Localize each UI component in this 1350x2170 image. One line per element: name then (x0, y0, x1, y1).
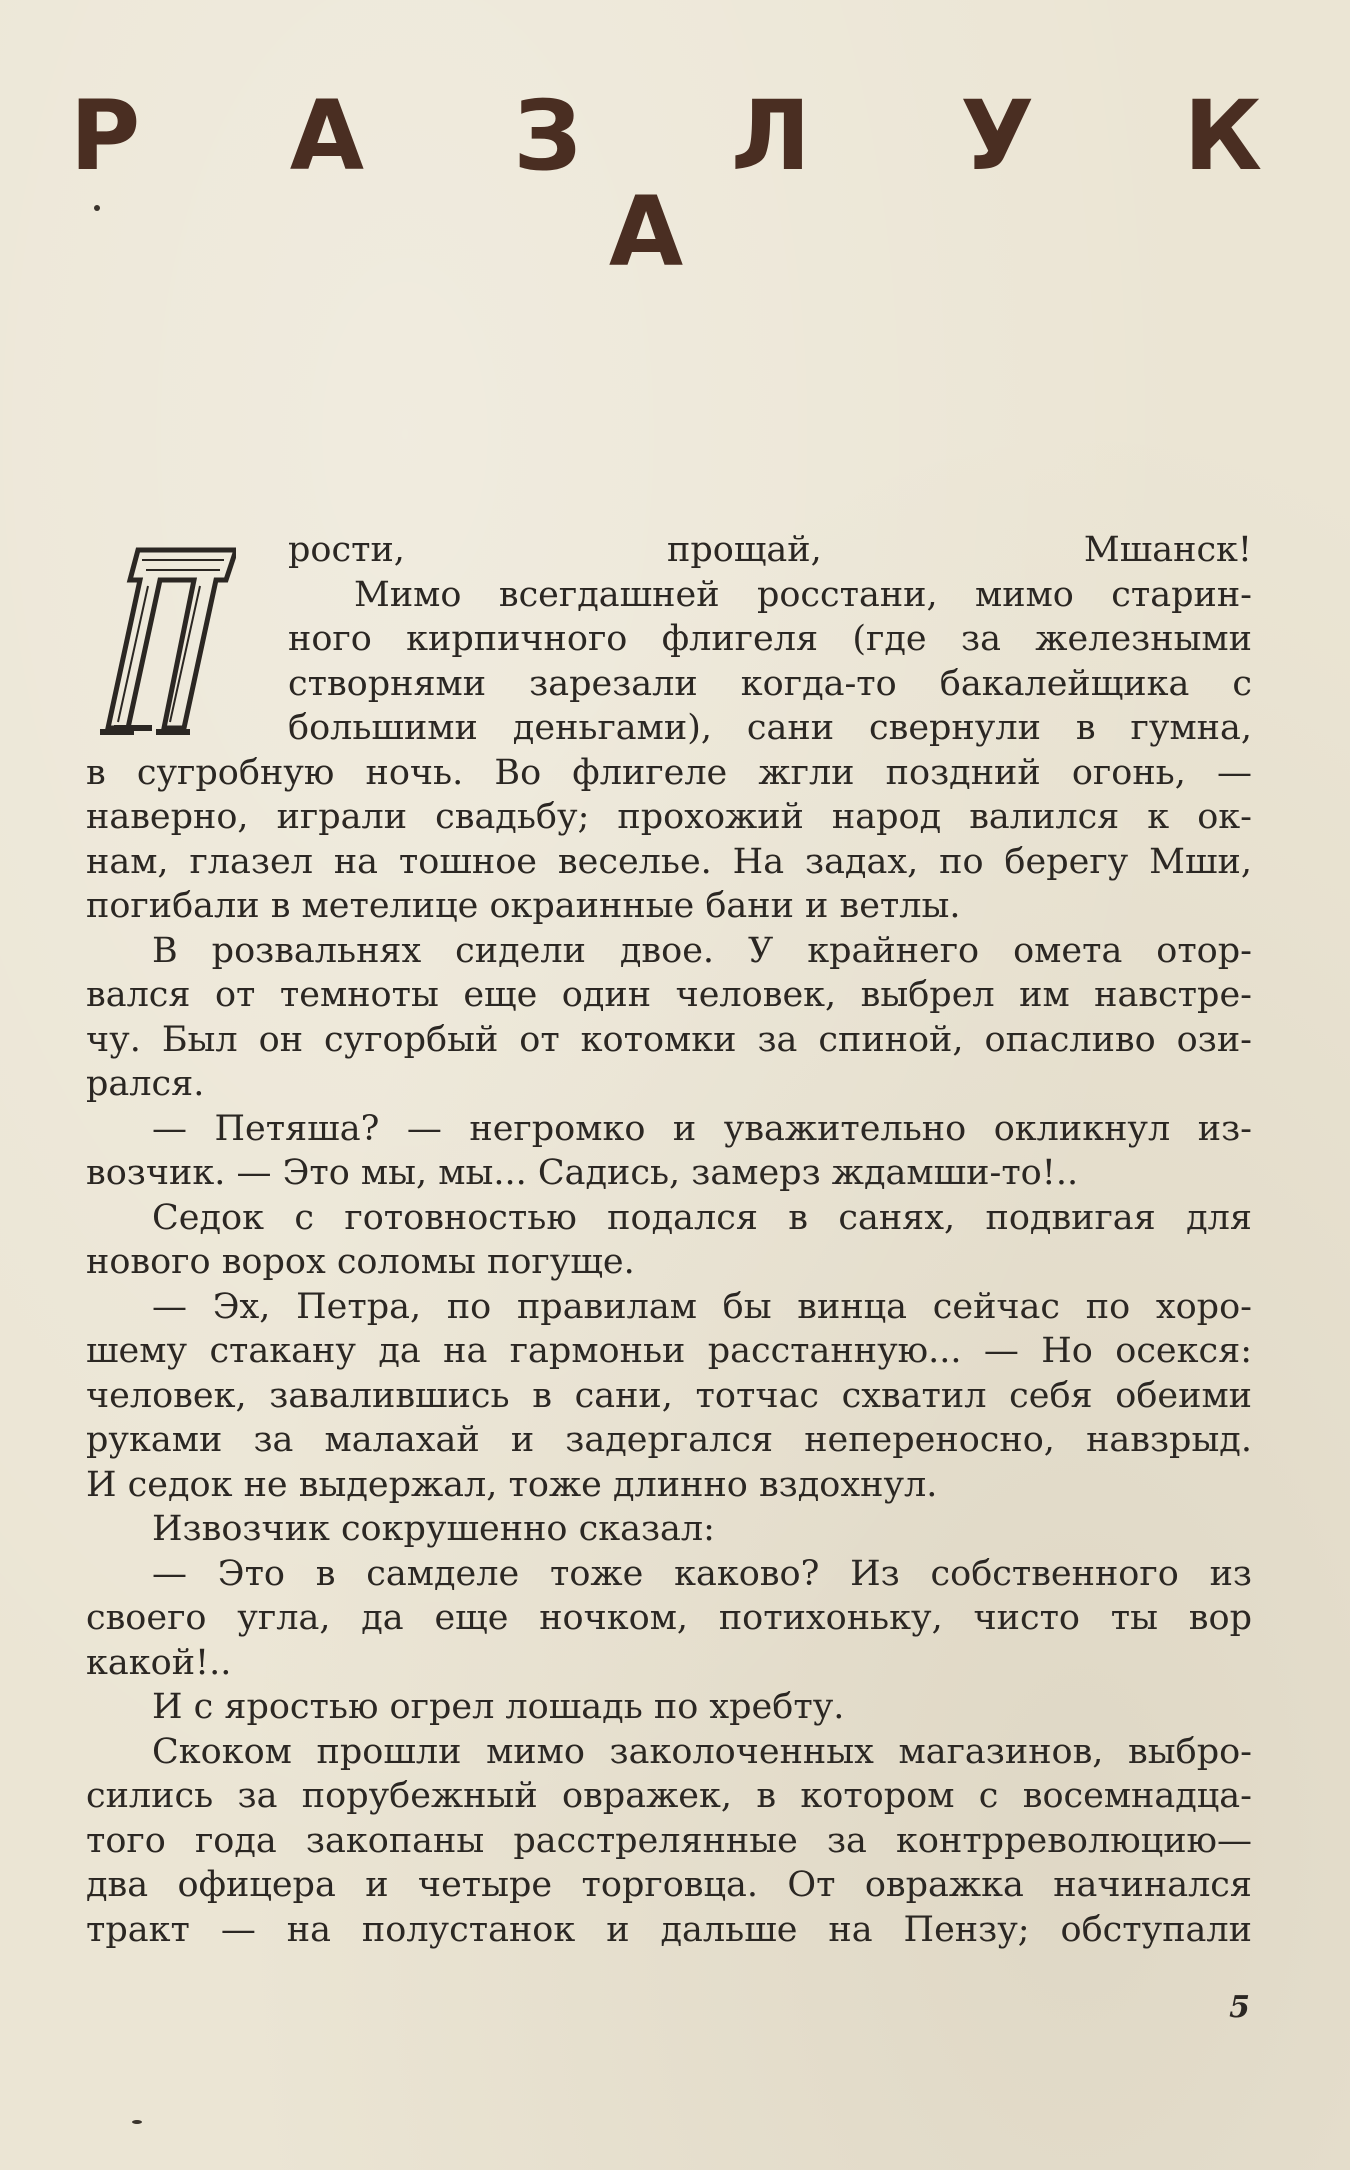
text-line: рости, прощай, Мшанск! (288, 530, 1252, 570)
text-line: И седок не выдержал, тоже длинно вздохнул. (86, 1464, 938, 1505)
text-line: Извозчик сокрушенно сказал: (152, 1509, 715, 1549)
text-line: погибали в метелице окраинные бани и ветлы. (86, 886, 961, 926)
text-line: наверно, играли свадьбу; прохожий народ валился к ок- (86, 797, 1252, 837)
chapter-title: Р А З Л У К А (69, 80, 1321, 288)
text-line: створнями зарезали когда-то бакалейщика с (288, 663, 1252, 704)
text-line: того года закопаны расстрелянные за контрреволюцию— (86, 1820, 1252, 1861)
text-line: нам, глазел на тошное веселье. На задах, по берегу Мши, (86, 841, 1252, 882)
text-line: руками за малахай и задергался непереносно, навзрыд. (86, 1420, 1252, 1460)
text-line: вался от темноты еще один человек, выбрел им навстре- (86, 975, 1252, 1015)
text-line: ного кирпичного флигеля (где за железными (288, 619, 1252, 659)
text-line: — Эх, Петра, по правилам бы винца сейчас по хоро- (152, 1286, 1252, 1327)
text-line: — Это в самделе тоже каково? Из собственного из (152, 1553, 1252, 1594)
text-line: своего угла, да еще ночком, потихоньку, чисто ты вор (86, 1598, 1252, 1638)
text-line: человек, завалившись в сани, тотчас схватил себя обеими (86, 1375, 1252, 1416)
text-line: сились за порубежный овражек, в котором с восемнадца- (86, 1776, 1252, 1816)
text-line: какой!.. (86, 1642, 232, 1683)
text-line: И с яростью огрел лошадь по хребту. (152, 1687, 845, 1727)
text-line: в сугробную ночь. Во флигеле жгли поздний огонь, — (86, 752, 1252, 793)
drop-cap (86, 538, 278, 748)
text-line: нового ворох соломы погуще. (86, 1242, 635, 1282)
text-line: большими деньгами), сани свернули в гумна, (288, 708, 1252, 748)
text-line: шему стакану да на гармоньи расстанную... — Но осекся: (86, 1331, 1252, 1371)
text-line: чу. Был он сугорбый от котомки за спиной, опасливо ози- (86, 1019, 1252, 1060)
print-speck (132, 2120, 142, 2124)
page-number: 5 (1229, 1990, 1250, 2025)
text-line: тракт — на полустанок и дальше на Пензу; обступали (86, 1909, 1252, 1950)
text-line: В розвальнях сидели двое. У крайнего омета отор- (152, 930, 1252, 971)
text-line: рался. (86, 1064, 205, 1104)
text-line: Мимо всегдашней росстани, мимо старин- (354, 574, 1252, 615)
drop-cap-letter-icon (86, 538, 236, 738)
text-line: два офицера и четыре торговца. От овражка начинался (86, 1865, 1252, 1905)
print-speck (94, 205, 100, 211)
text-line: возчик. — Это мы, мы... Садись, замерз ждамши-то!.. (86, 1153, 1079, 1193)
text-line: Седок с готовностью подался в санях, подвигая для (152, 1197, 1252, 1238)
body-text (86, 528, 1252, 1952)
text-line: — Петяша? — негромко и уважительно окликнул из- (152, 1108, 1252, 1149)
text-line: Скоком прошли мимо заколоченных магазинов, выбро- (152, 1731, 1252, 1772)
